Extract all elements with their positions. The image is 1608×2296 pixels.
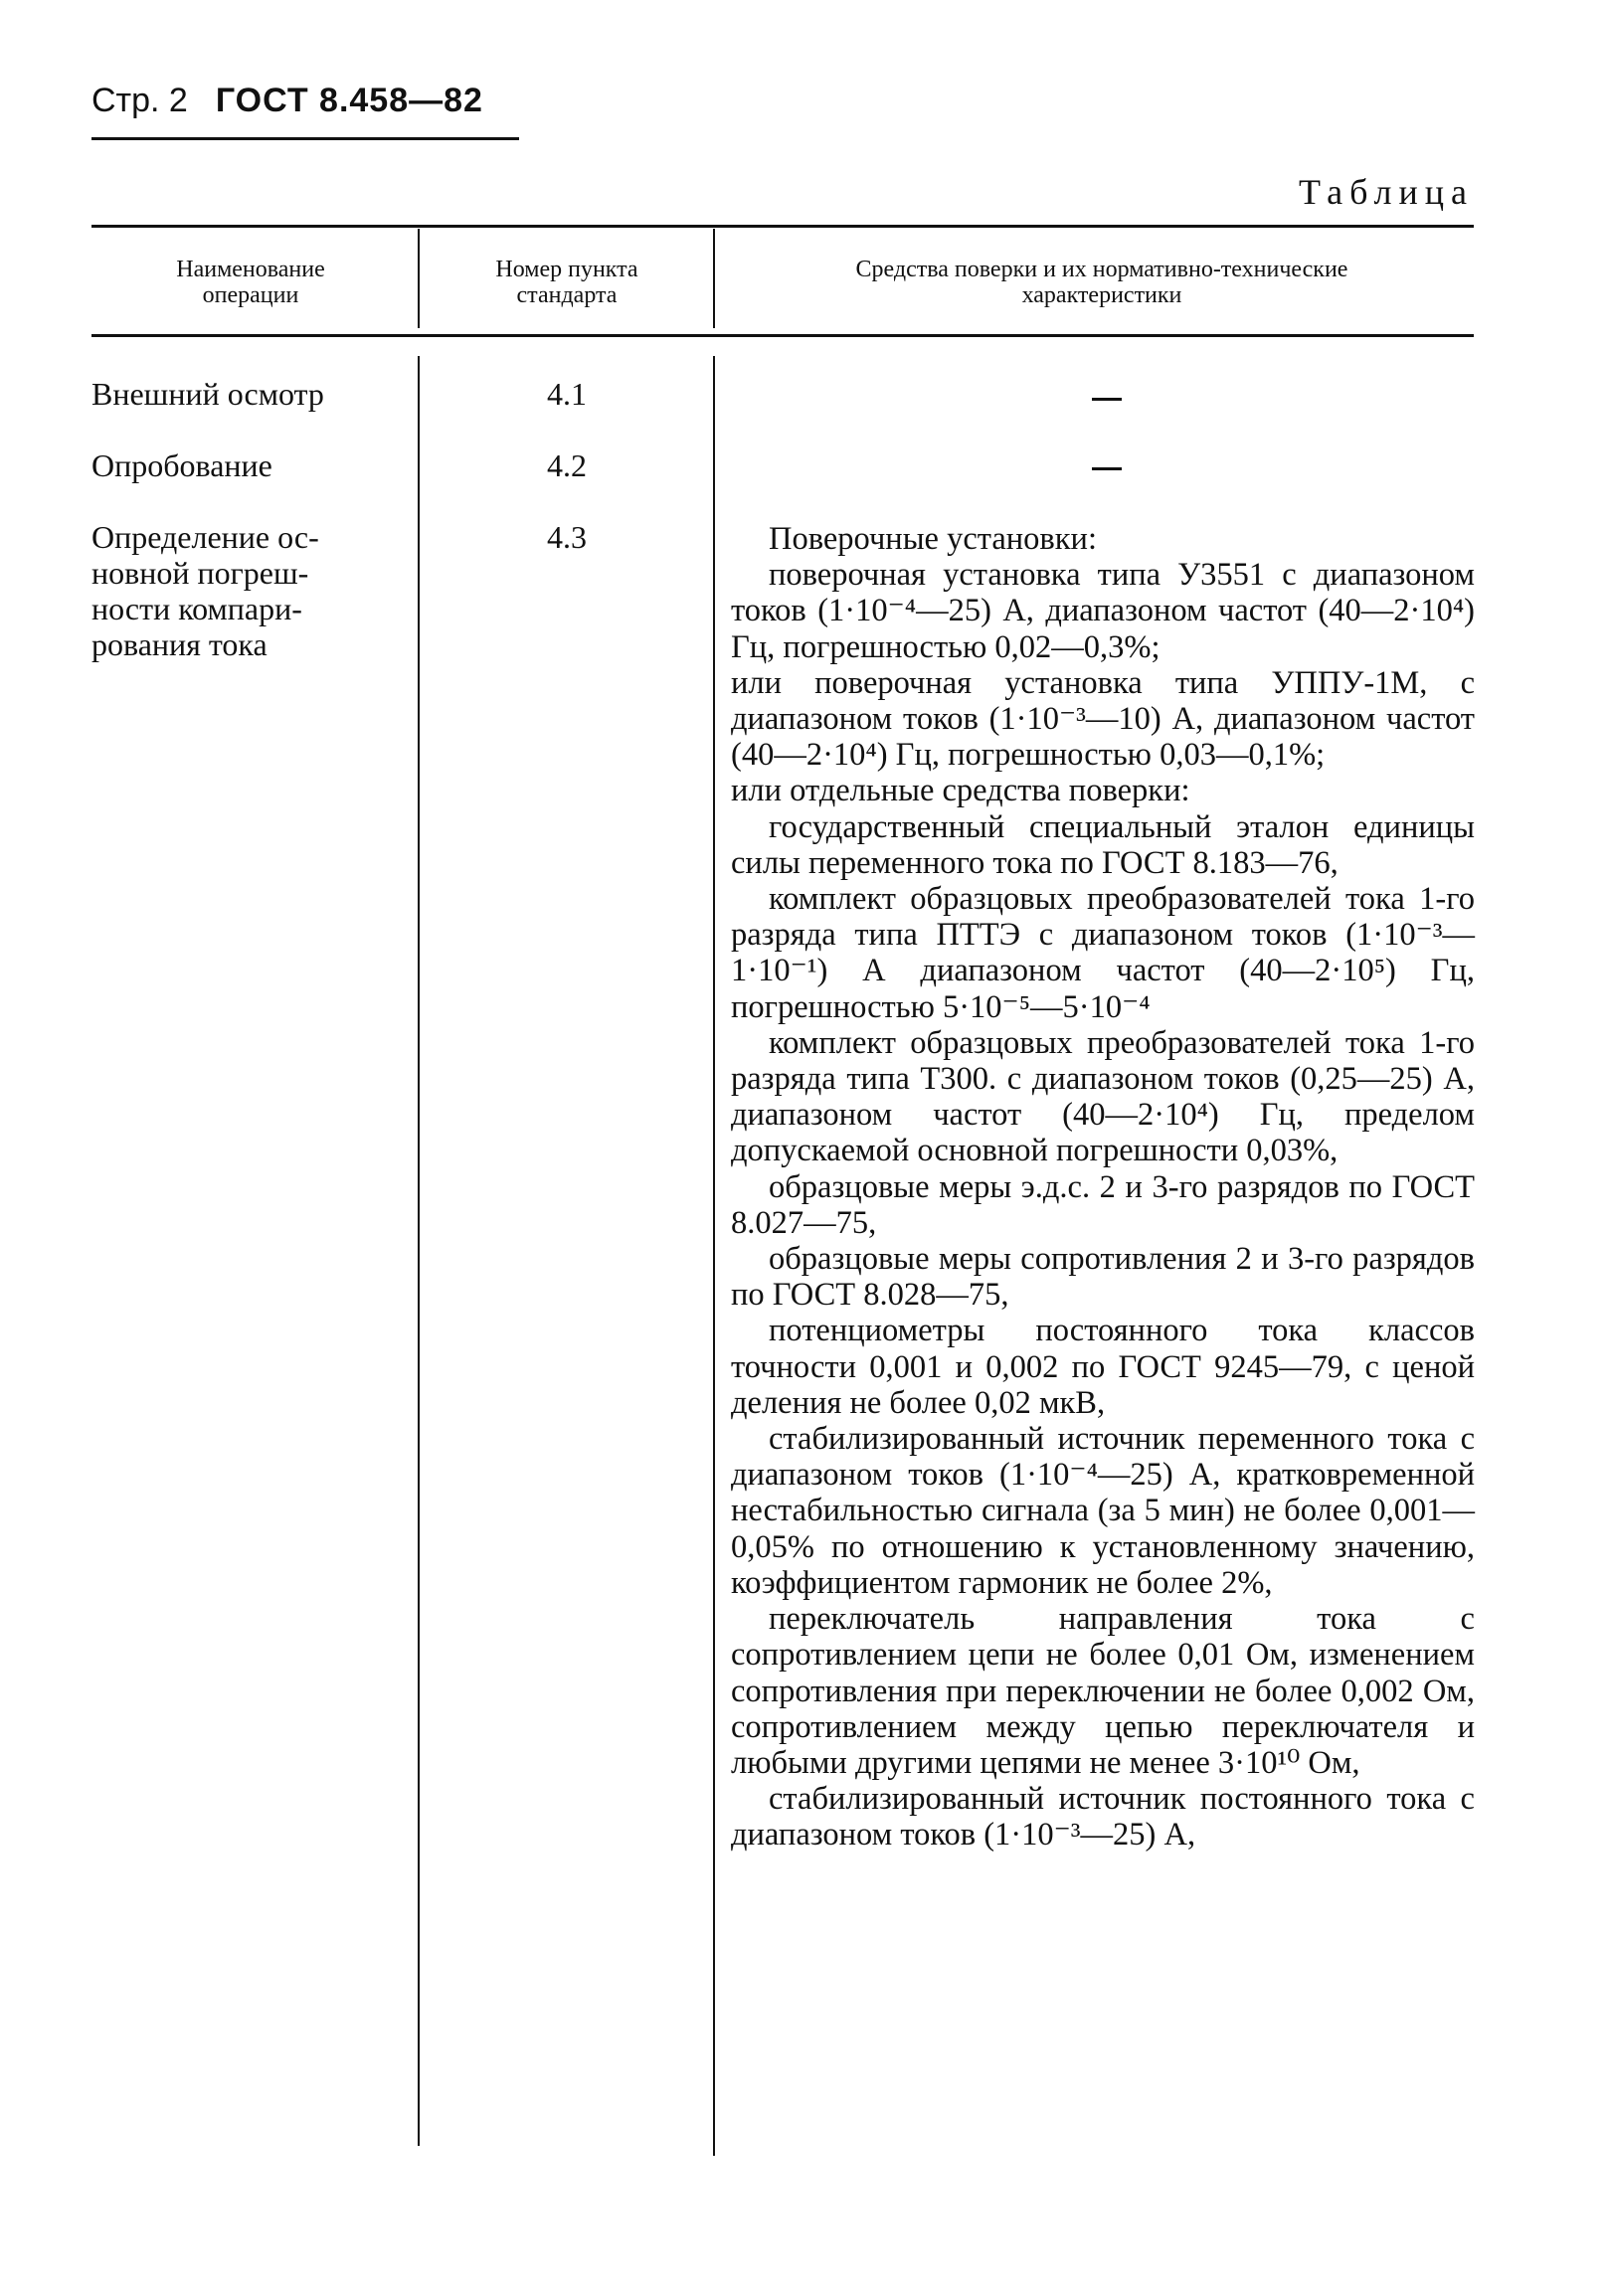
column-header-label: Средства поверки и их нормативно-технические характеристики bbox=[855, 257, 1348, 308]
page-header bbox=[91, 82, 483, 120]
table-header-bottom-rule bbox=[91, 334, 1474, 337]
table-caption: Таблица bbox=[1299, 172, 1474, 212]
column-divider bbox=[418, 356, 420, 2146]
column-header-clause bbox=[428, 257, 706, 308]
row-operation-name: Опробование bbox=[91, 447, 272, 483]
verification-means bbox=[731, 521, 1475, 1854]
means-paragraph: комплект образцовых преобразователей тока 1-го разряда типа Т300. с диапазоном токов (0,25—25) А, диапазоном частот (40—2·10⁴) Гц, пределом допускаемой основной погрешности 0,03%, bbox=[731, 1024, 1475, 1169]
means-paragraph: государственный специальный эталон единицы силы переменного тока по ГОСТ 8.183—76, bbox=[731, 808, 1475, 881]
means-paragraph: переключатель направления тока с сопротивлением цепи не более 0,01 Ом, изменением сопротивления при переключении не более 0,002 Ом, сопротивлением между цепью переключателя и любыми другими цепями не менее 3·10¹⁰ Ом, bbox=[731, 1601, 1475, 1781]
column-divider bbox=[713, 229, 715, 328]
empty-cell-dash bbox=[1092, 398, 1122, 401]
column-header-operation bbox=[91, 257, 410, 308]
page-number: Стр. 2 bbox=[91, 82, 188, 119]
column-header-label: Наименование операции bbox=[176, 257, 325, 308]
row-clause-number: 4.1 bbox=[547, 376, 587, 412]
row-operation-name: Определение ос- новной погреш- ности компари- рования тока bbox=[91, 519, 319, 662]
row-clause-number: 4.2 bbox=[547, 447, 587, 483]
column-divider bbox=[418, 229, 420, 328]
means-paragraph: или поверочная установка типа УППУ-1М, с диапазоном токов (1·10⁻³—10) А, диапазоном частот (40—2·10⁴) Гц, погрешностью 0,03—0,1%; bbox=[731, 664, 1475, 774]
column-header-label: Номер пункта стандарта bbox=[495, 257, 638, 308]
standard-number: ГОСТ 8.458—82 bbox=[215, 82, 483, 119]
means-paragraph: или отдельные средства поверки: bbox=[731, 773, 1190, 809]
table-top-rule bbox=[91, 225, 1474, 228]
means-paragraph: потенциометры постоянного тока классов точности 0,001 и 0,002 по ГОСТ 9245—79, с ценой деления не более 0,02 мкВ, bbox=[731, 1313, 1475, 1421]
column-header-means bbox=[724, 257, 1480, 308]
means-paragraph: Поверочные установки: bbox=[769, 521, 1097, 557]
header-rule bbox=[91, 137, 519, 140]
means-paragraph: образцовые меры сопротивления 2 и 3-го разрядов по ГОСТ 8.028—75, bbox=[731, 1241, 1475, 1314]
empty-cell-dash bbox=[1092, 467, 1122, 470]
row-clause-number: 4.3 bbox=[547, 519, 587, 555]
means-paragraph: стабилизированный источник переменного тока с диапазоном токов (1·10⁻⁴—25) А, кратковременной нестабильностью сигнала (за 5 мин) не более 0,001—0,05% по отношению к установленному значению, коэффициентом гармоник не более 2%, bbox=[731, 1421, 1475, 1601]
means-paragraph: поверочная установка типа У3551 с диапазоном токов (1·10⁻⁴—25) А, диапазоном частот (40—2·10⁴) Гц, погрешностью 0,02—0,3%; bbox=[731, 557, 1475, 665]
row-operation-name: Внешний осмотр bbox=[91, 376, 324, 412]
means-paragraph: стабилизированный источник постоянного тока с диапазоном токов (1·10⁻³—25) А, bbox=[731, 1781, 1475, 1854]
column-divider bbox=[713, 356, 715, 2156]
means-paragraph: образцовые меры э.д.с. 2 и 3-го разрядов по ГОСТ 8.027—75, bbox=[731, 1168, 1475, 1241]
means-paragraph: комплект образцовых преобразователей тока 1-го разряда типа ПТТЭ с диапазоном токов (1·10⁻³—1·10⁻¹) А диапазоном частот (40—2·10⁵) Гц, погрешностью 5·10⁻⁵—5·10⁻⁴ bbox=[731, 881, 1475, 1025]
